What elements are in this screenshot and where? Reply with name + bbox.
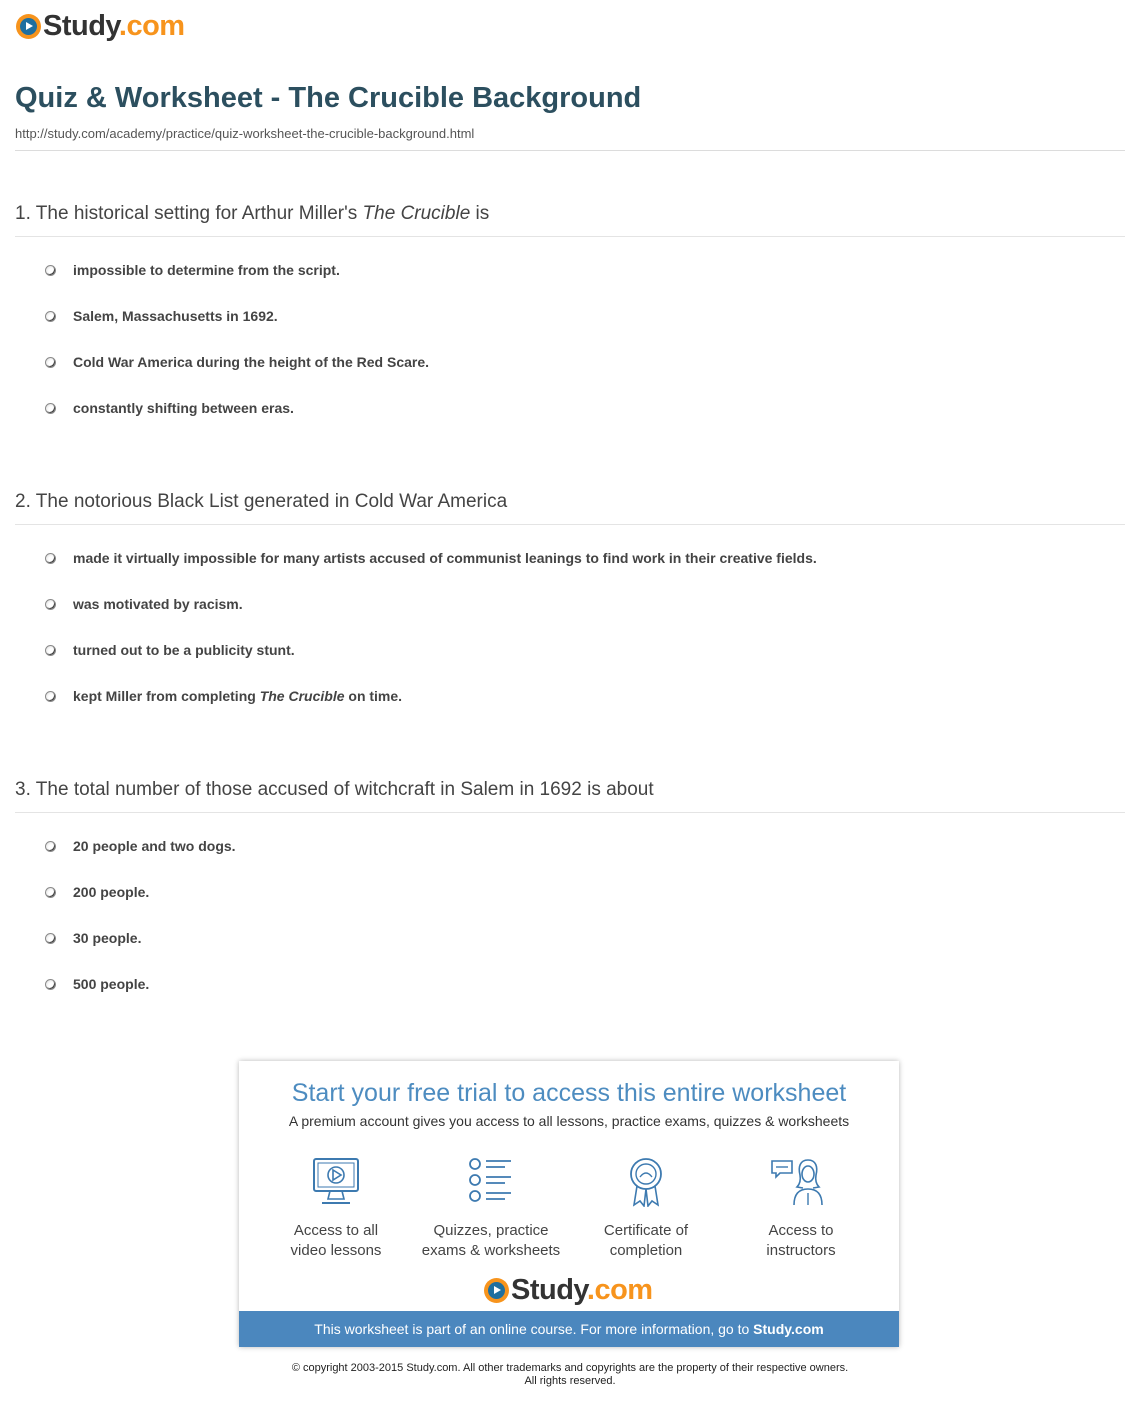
answer-option[interactable]: Cold War America during the height of the Red Scare. xyxy=(45,352,429,372)
certificate-icon xyxy=(620,1157,672,1207)
divider xyxy=(15,236,1125,237)
radio-button[interactable] xyxy=(45,599,56,610)
answer-option[interactable]: 20 people and two dogs. xyxy=(45,836,236,856)
question-text: 2. The notorious Black List generated in Cold War America xyxy=(15,491,508,512)
radio-button[interactable] xyxy=(45,311,56,322)
question-3 xyxy=(15,776,1125,813)
play-logo-icon xyxy=(16,14,41,39)
logo-text: Study.com xyxy=(511,1273,653,1306)
radio-button[interactable] xyxy=(45,691,56,702)
divider xyxy=(15,524,1125,525)
promo-study-logo[interactable] xyxy=(484,1275,653,1305)
copyright-footer: © copyright 2003-2015 Study.com. All other trademarks and copyrights are the property of their respective owners. All rights reserved. xyxy=(291,1362,849,1387)
video-lesson-icon xyxy=(310,1157,362,1207)
play-logo-icon xyxy=(484,1278,509,1303)
promo-title[interactable]: Start your free trial to access this entire worksheet xyxy=(291,1079,847,1107)
study-link[interactable]: Study.com xyxy=(753,1321,824,1337)
answer-option[interactable]: 200 people. xyxy=(45,882,149,902)
free-trial-promo xyxy=(239,1061,899,1347)
promo-subtitle: A premium account gives you access to all lessons, practice exams, quizzes & worksheets xyxy=(288,1113,850,1129)
question-2 xyxy=(15,488,1125,525)
radio-button[interactable] xyxy=(45,645,56,656)
radio-button[interactable] xyxy=(45,933,56,944)
quiz-list-icon xyxy=(465,1157,517,1207)
answer-option[interactable]: was motivated by racism. xyxy=(45,594,243,614)
answer-option[interactable]: 500 people. xyxy=(45,974,149,994)
radio-button[interactable] xyxy=(45,887,56,898)
radio-button[interactable] xyxy=(45,403,56,414)
radio-button[interactable] xyxy=(45,357,56,368)
answer-option[interactable]: 30 people. xyxy=(45,928,141,948)
answer-option[interactable]: Salem, Massachusetts in 1692. xyxy=(45,306,278,326)
page-title: Quiz & Worksheet - The Crucible Background xyxy=(15,82,642,114)
answer-option[interactable]: made it virtually impossible for many artists accused of communist leanings to find work in their creative fields. xyxy=(45,548,817,568)
answer-option[interactable]: kept Miller from completing The Crucible on time. xyxy=(45,686,402,706)
radio-button[interactable] xyxy=(45,553,56,564)
radio-button[interactable] xyxy=(45,841,56,852)
feature-instructors: Access to instructors xyxy=(726,1157,876,1261)
question-text: 3. The total number of those accused of witchcraft in Salem in 1692 is about xyxy=(15,779,654,800)
page-url: http://study.com/academy/practice/quiz-worksheet-the-crucible-background.html xyxy=(15,126,475,141)
answer-option[interactable]: constantly shifting between eras. xyxy=(45,398,294,418)
divider xyxy=(15,150,1125,151)
question-1 xyxy=(15,200,1125,237)
instructor-icon xyxy=(770,1157,832,1207)
feature-video-lessons: Access to all video lessons xyxy=(261,1157,411,1261)
feature-certificate: Certificate of completion xyxy=(571,1157,721,1261)
divider xyxy=(15,812,1125,813)
course-info-bar[interactable]: This worksheet is part of an online course. For more information, go to Study.com xyxy=(239,1311,899,1347)
feature-quizzes: Quizzes, practice exams & worksheets xyxy=(416,1157,566,1261)
radio-button[interactable] xyxy=(45,265,56,276)
question-text: 1. The historical setting for Arthur Miller's The Crucible is xyxy=(15,203,490,224)
answer-option[interactable]: turned out to be a publicity stunt. xyxy=(45,640,295,660)
study-logo[interactable] xyxy=(16,10,185,42)
radio-button[interactable] xyxy=(45,979,56,990)
logo-text: Study.com xyxy=(43,9,185,42)
answer-option[interactable]: impossible to determine from the script. xyxy=(45,260,340,280)
